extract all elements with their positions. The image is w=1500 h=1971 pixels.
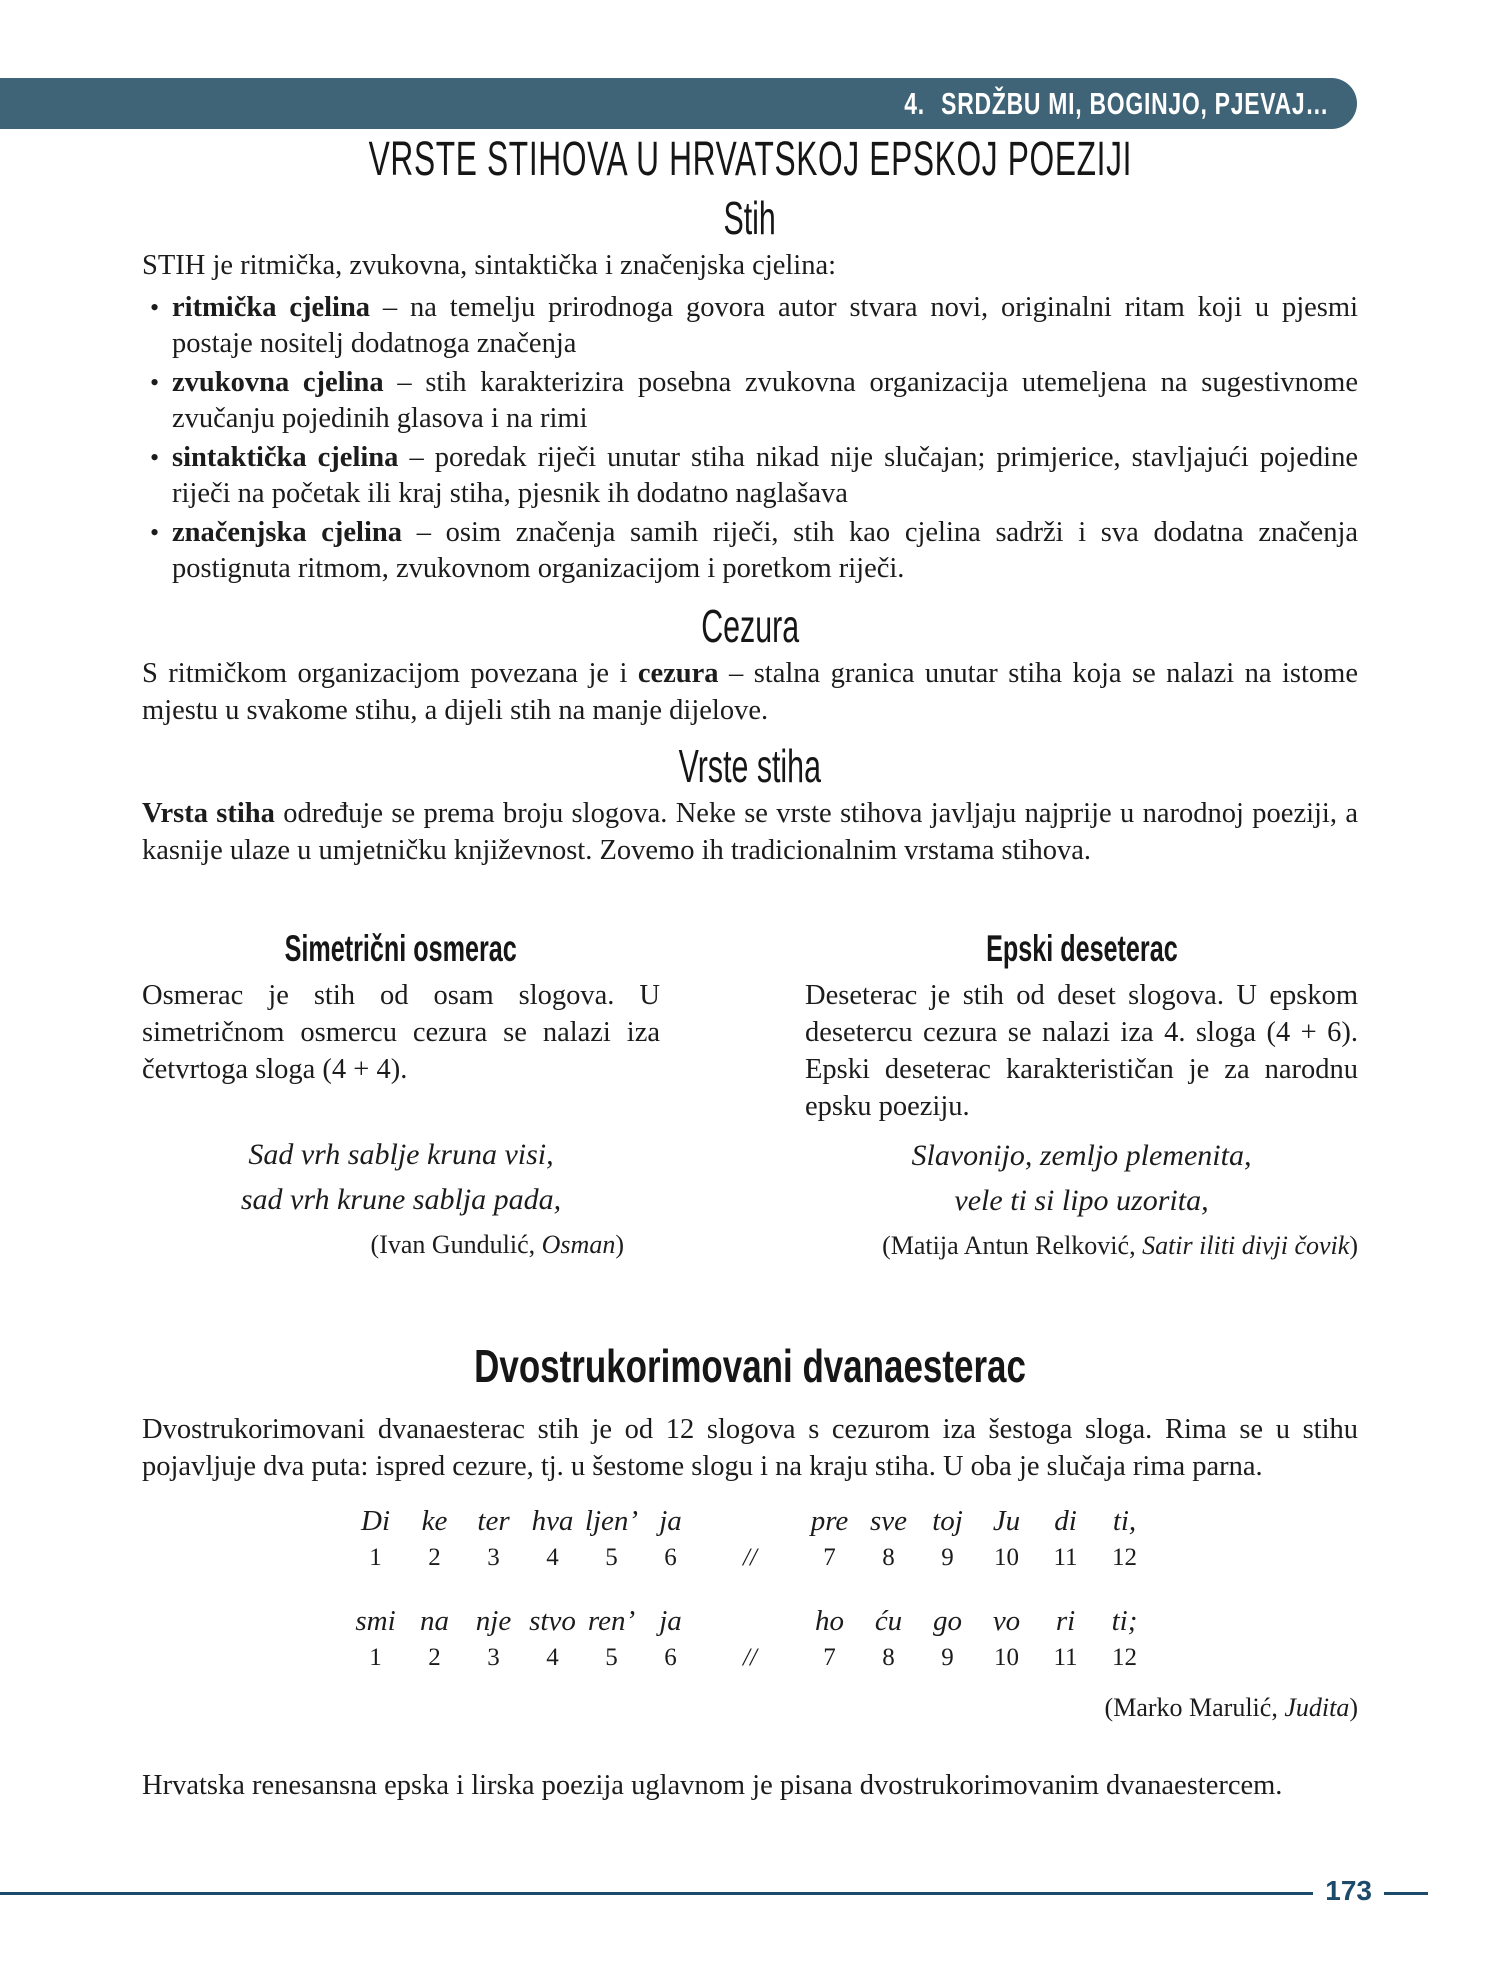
section-heading-vrste-stiha-text: Vrste stiha — [678, 740, 822, 792]
syllable-cell — [523, 1601, 582, 1673]
separator-spacer — [700, 1501, 800, 1541]
syllable-number: 5 — [605, 1644, 618, 1671]
section-heading-stih-text: Stih — [723, 192, 777, 244]
syllable-number: 1 — [369, 1644, 382, 1671]
syllable: Di — [361, 1505, 390, 1537]
syllable-number: 2 — [428, 1644, 441, 1671]
section-heading-stih — [142, 192, 1358, 244]
syllable: ja — [659, 1605, 682, 1637]
column-heading-osmerac-text: Simetrični osmerac — [284, 928, 518, 969]
caesura-separator: // — [743, 1544, 757, 1571]
bullet-item — [150, 440, 1358, 512]
syllable-cell — [977, 1501, 1036, 1573]
bullet-text: – stih karakterizira posebna zvukovna organizacija utemeljena na sugestivnome zvučanju pojedinih glasova i na rimi — [172, 367, 1359, 434]
attribution-work: Judita — [1284, 1693, 1350, 1722]
syllable-number: 1 — [369, 1544, 382, 1571]
stih-bullet-list — [142, 290, 1358, 587]
syllable-cell — [800, 1501, 859, 1573]
syllable: pre — [810, 1505, 849, 1537]
syllable: ću — [874, 1605, 903, 1637]
column-deseterac — [805, 929, 1358, 1263]
section-heading-vrste-stiha — [142, 740, 1358, 792]
syllable: ren’ — [587, 1605, 636, 1637]
bullet-item — [150, 290, 1358, 362]
bullet-dot-icon: • — [150, 518, 160, 547]
syllable: hva — [531, 1505, 574, 1537]
syllable-cell — [523, 1501, 582, 1573]
syllable: toj — [932, 1505, 963, 1537]
column-osmerac — [142, 929, 660, 1263]
syllable-number: 6 — [664, 1544, 677, 1571]
syllable-cell — [1036, 1601, 1095, 1673]
syllable-cell — [859, 1601, 918, 1673]
syllable-cell — [1095, 1601, 1154, 1673]
dvanaesterac-paragraph: Dvostrukorimovani dvanaesterac stih je od 12 slogova s cezurom iza šestoga sloga. Rima se u stihu pojavljuje dva puta: ispred cezure, tj. u šestome slogu i na kraju stiha. U oba je slučaja rima parna. — [142, 1414, 1358, 1482]
syllable-number: 8 — [882, 1544, 895, 1571]
syllable-cell — [800, 1601, 859, 1673]
syllable: nje — [475, 1605, 512, 1637]
cezura-paragraph — [142, 655, 1358, 729]
bullet-text: – poredak riječi unutar stiha nikad nije slučajan; primjerice, stavljajući pojedine riječi na početak ili kraj stiha, pjesnik ih dodatno naglašava — [172, 442, 1358, 509]
attribution-author: (Ivan Gundulić, — [370, 1230, 542, 1259]
page-number: 173 — [1325, 1875, 1372, 1906]
section-heading-dvanaesterac-text: Dvostrukorimovani dvanaesterac — [474, 1340, 1026, 1392]
osmerac-body: Osmerac je stih od osam slogova. U simetričnom osmercu cezura se nalazi iza četvrtoga sloga (4 + 4). — [142, 980, 660, 1085]
attribution-author: (Matija Antun Relković, — [882, 1231, 1143, 1260]
syllable-number: 2 — [428, 1544, 441, 1571]
footer-rule-right — [1384, 1892, 1428, 1895]
page-title — [142, 135, 1358, 185]
syllable-number: 8 — [882, 1644, 895, 1671]
attribution-close: ) — [1349, 1231, 1358, 1260]
attribution-close: ) — [615, 1230, 624, 1259]
syllable-cell — [582, 1601, 641, 1673]
bullet-term: ritmička cjelina — [172, 292, 371, 323]
syllable: ti, — [1112, 1505, 1137, 1537]
syllable-cell — [346, 1501, 405, 1573]
attribution-author: (Marko Marulić, — [1104, 1693, 1285, 1722]
syllable-number: 3 — [487, 1544, 500, 1571]
caesura-separator-cell — [700, 1501, 800, 1573]
quote-line: sad vrh krune sablja pada, — [240, 1183, 562, 1216]
attribution-work: Satir iliti divji čovik — [1142, 1231, 1350, 1260]
syllable-number: 5 — [605, 1544, 618, 1571]
deseterac-quote — [805, 1133, 1358, 1223]
syllable: vo — [992, 1605, 1021, 1637]
syllable-number: 4 — [546, 1544, 559, 1571]
section-heading-dvanaesterac — [142, 1340, 1358, 1392]
bullet-item — [150, 365, 1359, 437]
chapter-tab-text — [904, 86, 1329, 122]
bullet-term: sintaktička cjelina — [172, 442, 399, 473]
footer-rule-left — [0, 1892, 1313, 1895]
syllable-number: 11 — [1053, 1644, 1078, 1671]
bullet-text: – na temelju prirodnoga govora autor stvara novi, originalni ritam koji u pjesmi postaje nositelj dodatnoga značenja — [172, 292, 1358, 359]
deseterac-body: Deseterac je stih od deset slogova. U epskom desetercu cezura se nalazi iza 4. sloga (4 + 6). Epski deseterac karakterističan je za narodnu epsku poeziju. — [805, 980, 1358, 1122]
syllable: Ju — [992, 1505, 1021, 1537]
chapter-label: SRDŽBU MI, BOGINJO, PJEVAJ… — [941, 85, 1329, 121]
syllable-number: 11 — [1053, 1544, 1078, 1571]
syllable-cell — [1036, 1501, 1095, 1573]
stih-intro-paragraph: STIH je ritmička, zvukovna, sintaktička i značenjska cjelina: — [142, 250, 837, 281]
syllable-cell — [346, 1601, 405, 1673]
syllable-cell — [464, 1601, 523, 1673]
osmerac-attribution — [142, 1228, 660, 1262]
chapter-tab — [0, 78, 1357, 129]
syllable: stvo — [529, 1605, 576, 1637]
syllable-number: 10 — [994, 1544, 1019, 1571]
bullet-dot-icon: • — [150, 443, 160, 472]
syllable: ke — [421, 1505, 448, 1537]
closing-paragraph: Hrvatska renesansna epska i lirska poezija uglavnom je pisana dvostrukorimovanim dvanaestercem. — [142, 1770, 1283, 1801]
syllable: ho — [815, 1605, 844, 1637]
attribution-close: ) — [1349, 1693, 1358, 1722]
syllable: ti; — [1111, 1605, 1138, 1637]
osmerac-quote — [142, 1132, 660, 1222]
syllable-number: 12 — [1112, 1644, 1137, 1671]
syllable: go — [933, 1605, 962, 1637]
cezura-bold-term: cezura — [637, 658, 719, 689]
chapter-number: 4. — [904, 85, 925, 121]
syllable-cell — [1095, 1501, 1154, 1573]
bullet-dot-icon: • — [150, 293, 160, 322]
syllable-number: 3 — [487, 1644, 500, 1671]
syllable-cell — [641, 1601, 700, 1673]
page-footer — [0, 1877, 1428, 1909]
syllable: ja — [659, 1505, 682, 1537]
syllable-number: 7 — [823, 1544, 836, 1571]
syllable-number: 6 — [664, 1644, 677, 1671]
syllable: ri — [1055, 1605, 1076, 1637]
syllable-cell — [582, 1501, 641, 1573]
bullet-item — [150, 515, 1359, 587]
syllable-number: 10 — [994, 1644, 1019, 1671]
section-heading-cezura — [142, 600, 1358, 652]
syllable: di — [1054, 1505, 1077, 1537]
syllable-cell — [464, 1501, 523, 1573]
bullet-dot-icon: • — [150, 368, 160, 397]
quote-line: Sad vrh sablje kruna visi, — [248, 1138, 554, 1171]
syllable-number: 9 — [941, 1544, 954, 1571]
syllable-cell — [918, 1601, 977, 1673]
deseterac-attribution — [805, 1229, 1358, 1263]
caesura-separator: // — [743, 1644, 757, 1671]
caesura-separator-cell — [700, 1601, 800, 1673]
quote-line: Slavonijo, zemljo plemenita, — [911, 1139, 1252, 1172]
bullet-term: značenjska cjelina — [172, 517, 402, 548]
syllable-cell — [859, 1501, 918, 1573]
column-heading-deseterac — [805, 929, 1358, 969]
syllable-cell — [977, 1601, 1036, 1673]
vrste-stiha-paragraph — [142, 795, 1358, 869]
syllable-cell — [641, 1501, 700, 1573]
column-heading-osmerac — [142, 929, 660, 969]
vrste-stiha-bold-term: Vrsta stiha — [142, 798, 275, 829]
syllable-cell — [405, 1501, 464, 1573]
bullet-text: – osim značenja samih riječi, stih kao cjelina sadrži i sva dodatna značenja postignuta ritmom, zvukovnom organizacijom i poretkom riječi. — [172, 517, 1359, 584]
syllable: ter — [477, 1505, 510, 1537]
verse-type-columns — [142, 929, 1358, 1263]
syllable-cell — [405, 1601, 464, 1673]
syllable-number: 7 — [823, 1644, 836, 1671]
attribution-work: Osman — [541, 1230, 616, 1259]
syllable: ljen’ — [584, 1505, 639, 1537]
cezura-text-pre: S ritmičkom organizacijom povezana je i — [142, 658, 638, 689]
syllable: smi — [355, 1605, 396, 1637]
vrste-stiha-text: određuje se prema broju slogova. Neke se vrste stihova javljaju najprije u narodnoj poeziji, a kasnije ulaze u umjetničku književnost. Zovemo ih tradicionalnim vrstama stihova. — [142, 798, 1358, 866]
quote-line: vele ti si lipo uzorita, — [954, 1184, 1209, 1217]
separator-spacer — [700, 1601, 800, 1641]
section-heading-cezura-text: Cezura — [701, 600, 799, 652]
bullet-term: zvukovna cjelina — [172, 367, 384, 398]
scansion-row-2 — [142, 1601, 1358, 1673]
column-heading-deseterac-text: Epski deseterac — [985, 928, 1178, 969]
page-title-text: VRSTE STIHOVA U HRVATSKOJ EPSKOJ POEZIJI — [368, 133, 1132, 186]
marulic-attribution — [142, 1691, 1358, 1725]
syllable: na — [420, 1605, 449, 1637]
scansion-row-1 — [142, 1501, 1358, 1573]
syllable-number: 9 — [941, 1644, 954, 1671]
syllable-cell — [918, 1501, 977, 1573]
syllable-number: 4 — [546, 1644, 559, 1671]
syllable-number: 12 — [1112, 1544, 1137, 1571]
syllable: sve — [869, 1505, 908, 1537]
cezura-text-post: – stalna granica unutar stiha koja se nalazi na istome mjestu u svakome stihu, a dijeli stih na manje dijelove. — [142, 658, 1358, 726]
